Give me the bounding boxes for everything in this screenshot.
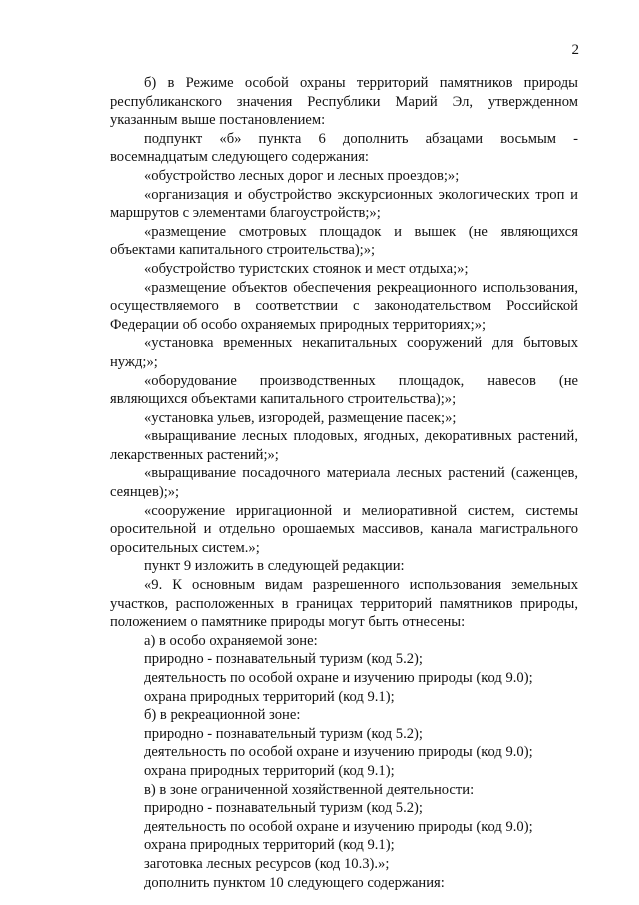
document-body	[110, 74, 578, 892]
paragraph: «сооружение ирригационной и мелиоративной систем, системы оросительной и отдельно орошаемых массивов, канала магистрального оросительных систем.»;	[110, 502, 578, 556]
list-line: деятельность по особой охране и изучению природы (код 9.0);	[144, 818, 533, 835]
list-line: природно - познавательный туризм (код 5.2);	[144, 651, 423, 668]
paragraph: «размещение смотровых площадок и вышек (не являющихся объектами капитального строительства);»;	[110, 223, 578, 259]
list-line: в) в зоне ограниченной хозяйственной деятельности:	[144, 781, 475, 798]
list-line: дополнить пунктом 10 следующего содержания:	[144, 874, 445, 891]
paragraph: пункт 9 изложить в следующей редакции:	[144, 558, 405, 575]
paragraph: «выращивание лесных плодовых, ягодных, декоративных растений, лекарственных растений;»;	[110, 428, 578, 463]
list-line: охрана природных территорий (код 9.1);	[144, 837, 395, 854]
list-line: природно - познавательный туризм (код 5.2);	[144, 725, 423, 742]
paragraph: «оборудование производственных площадок, навесов (не являющихся объектами капитального строительства);»;	[110, 372, 578, 408]
paragraph: «обустройство лесных дорог и лесных проездов;»;	[144, 167, 460, 184]
list-line: а) в особо охраняемой зоне:	[144, 632, 318, 649]
list-line: б) в рекреационной зоне:	[144, 707, 301, 724]
paragraph: «организация и обустройство экскурсионных экологических троп и маршрутов с элементами благоустройств;»;	[110, 186, 578, 222]
paragraph: подпункт «б» пункта 6 дополнить абзацами восьмым - восемнадцатым следующего содержания:	[110, 130, 578, 166]
paragraph: б) в Режиме особой охраны территорий памятников природы республиканского значения Республики Марий Эл, утвержденном указанным выше постановлением:	[110, 75, 578, 129]
paragraph: «9. К основным видам разрешенного использования земельных участков, расположенных в границах территорий памятников природы, положением о памятнике природы могут быть отнесены:	[110, 577, 578, 631]
list-line: заготовка лесных ресурсов (код 10.3).»;	[144, 855, 390, 872]
list-line: природно - познавательный туризм (код 5.2);	[144, 800, 423, 817]
list-line: охрана природных территорий (код 9.1);	[144, 762, 395, 779]
paragraph: «выращивание посадочного материала лесных растений (саженцев, сеянцев);»;	[110, 465, 578, 501]
paragraph: «обустройство туристских стоянок и мест отдыха;»;	[144, 260, 469, 277]
paragraph: «установка ульев, изгородей, размещение пасек;»;	[144, 409, 457, 426]
list-line: охрана природных территорий (код 9.1);	[144, 688, 395, 705]
paragraph: «размещение объектов обеспечения рекреационного использования, осуществляемого в соответствии с законодательством Российской Федерации об особо охраняемых природных территориях;»;	[110, 279, 578, 333]
page-number: 2	[571, 42, 579, 58]
list-line: деятельность по особой охране и изучению природы (код 9.0);	[144, 670, 533, 686]
paragraph: «установка временных некапитальных сооружений для бытовых нужд;»;	[110, 335, 578, 370]
list-line: деятельность по особой охране и изучению природы (код 9.0);	[144, 744, 533, 761]
